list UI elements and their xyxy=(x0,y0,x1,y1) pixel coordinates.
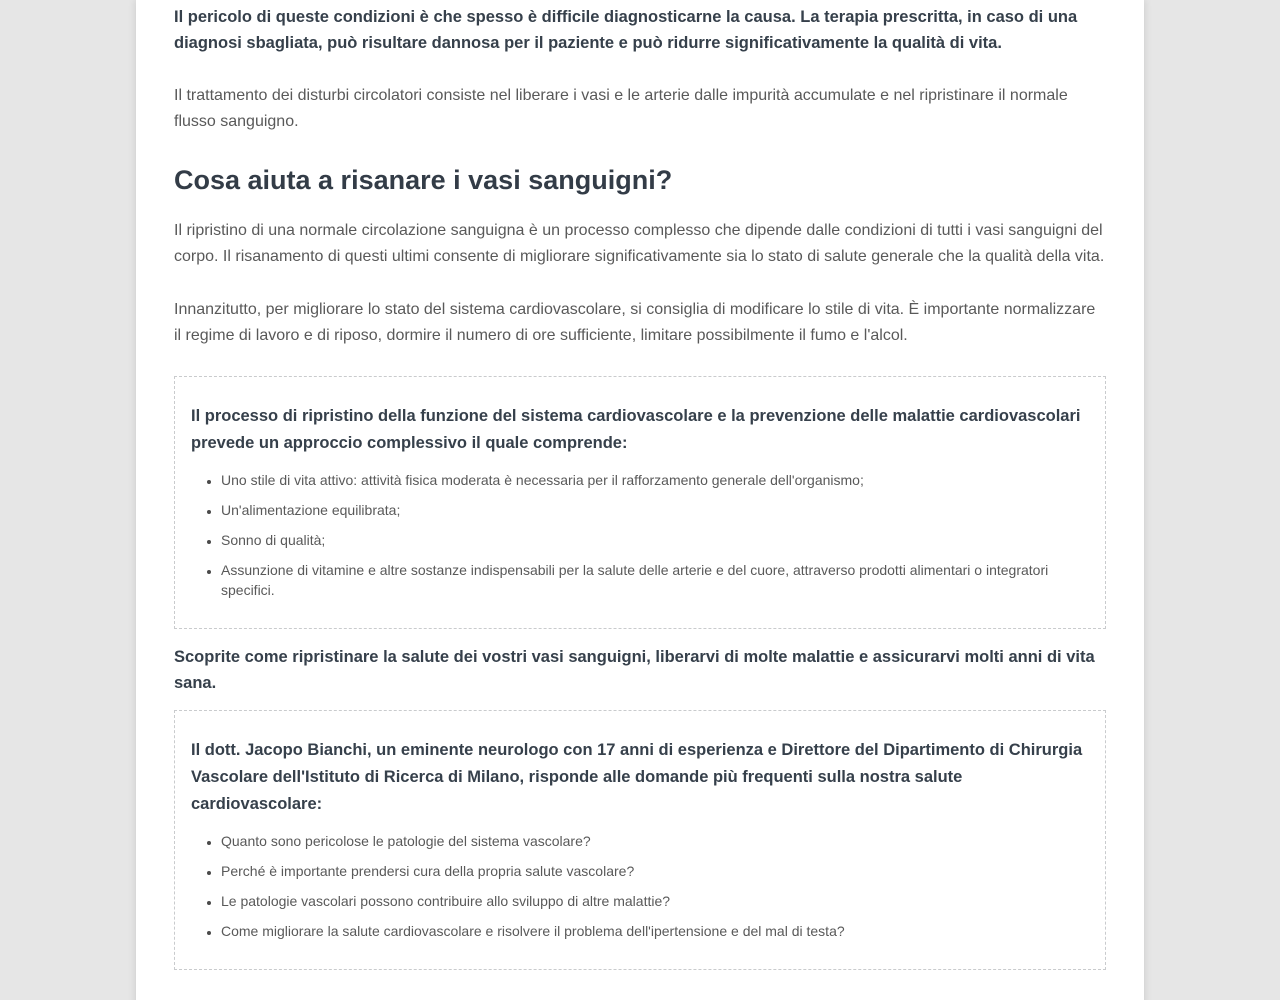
list-item: • Quanto sono pericolose le patologie del sistema vascolare? xyxy=(221,831,1089,851)
list-item: • Un'alimentazione equilibrata; xyxy=(221,500,1089,520)
list-item: • Assunzione di vitamine e altre sostanze indispensabili per la salute delle arterie e del cuore, attraverso prodotti alimentari o integratori specifici. xyxy=(221,560,1089,600)
doctor-box-title: Il dott. Jacopo Bianchi, un eminente neurologo con 17 anni di esperienza e Direttore del Dipartimento di Chirurgia Vascolare dell'Istituto di Ricerca di Milano, risponde alle domande più frequenti sulla nostra salute cardiovascolare: xyxy=(191,741,1083,813)
list-item: • Sonno di qualità; xyxy=(221,530,1089,550)
restore-paragraph: Il ripristino di una normale circolazione sanguigna è un processo complesso che dipende dalle condizioni di tutti i vasi sanguigni del corpo. Il risanamento di questi ultimi consente di migliorare significativamente sia lo stato di salute generale che la qualità della vita. xyxy=(174,222,1105,265)
list-item: • Uno stile di vita attivo: attività fisica moderata è necessaria per il rafforzamento generale dell'organismo; xyxy=(221,470,1089,490)
article-content xyxy=(136,0,1144,1000)
list-item: • Le patologie vascolari possono contribuire allo sviluppo di altre malattie? xyxy=(221,891,1089,911)
doctor-questions-list xyxy=(191,831,1089,941)
list-item: • Perché è importante prendersi cura della propria salute vascolare? xyxy=(221,861,1089,881)
section-heading: Cosa aiuta a risanare i vasi sanguigni? xyxy=(174,165,673,195)
process-list xyxy=(191,470,1089,600)
doctor-callout-box xyxy=(174,710,1106,970)
discover-paragraph: Scoprite come ripristinare la salute dei vostri vasi sanguigni, liberarvi di molte malattie e assicurarvi molti anni di vita sana. xyxy=(174,648,1095,692)
list-item: • Come migliorare la salute cardiovascolare e risolvere il problema dell'ipertensione e del mal di testa? xyxy=(221,921,1089,941)
process-box-title: Il processo di ripristino della funzione del sistema cardiovascolare e la prevenzione delle malattie cardiovascolari prevede un approccio complessivo il quale comprende: xyxy=(191,407,1081,452)
process-callout-box xyxy=(174,376,1106,629)
lifestyle-paragraph: Innanzitutto, per migliorare lo stato del sistema cardiovascolare, si consiglia di modificare lo stile di vita. È importante normalizzare il regime di lavoro e di riposo, dormire il numero di ore sufficiente, limitare possibilmente il fumo e l'alcol. xyxy=(174,301,1096,344)
intro-paragraph: Il pericolo di queste condizioni è che spesso è difficile diagnosticarne la causa. La terapia prescritta, in caso di una diagnosi sbagliata, può risultare dannosa per il paziente e può ridurre significativamente la qualità di vita. xyxy=(174,8,1078,52)
treatment-paragraph: Il trattamento dei disturbi circolatori consiste nel liberare i vasi e le arterie dalle impurità accumulate e nel ripristinare il normale flusso sanguigno. xyxy=(174,87,1068,130)
